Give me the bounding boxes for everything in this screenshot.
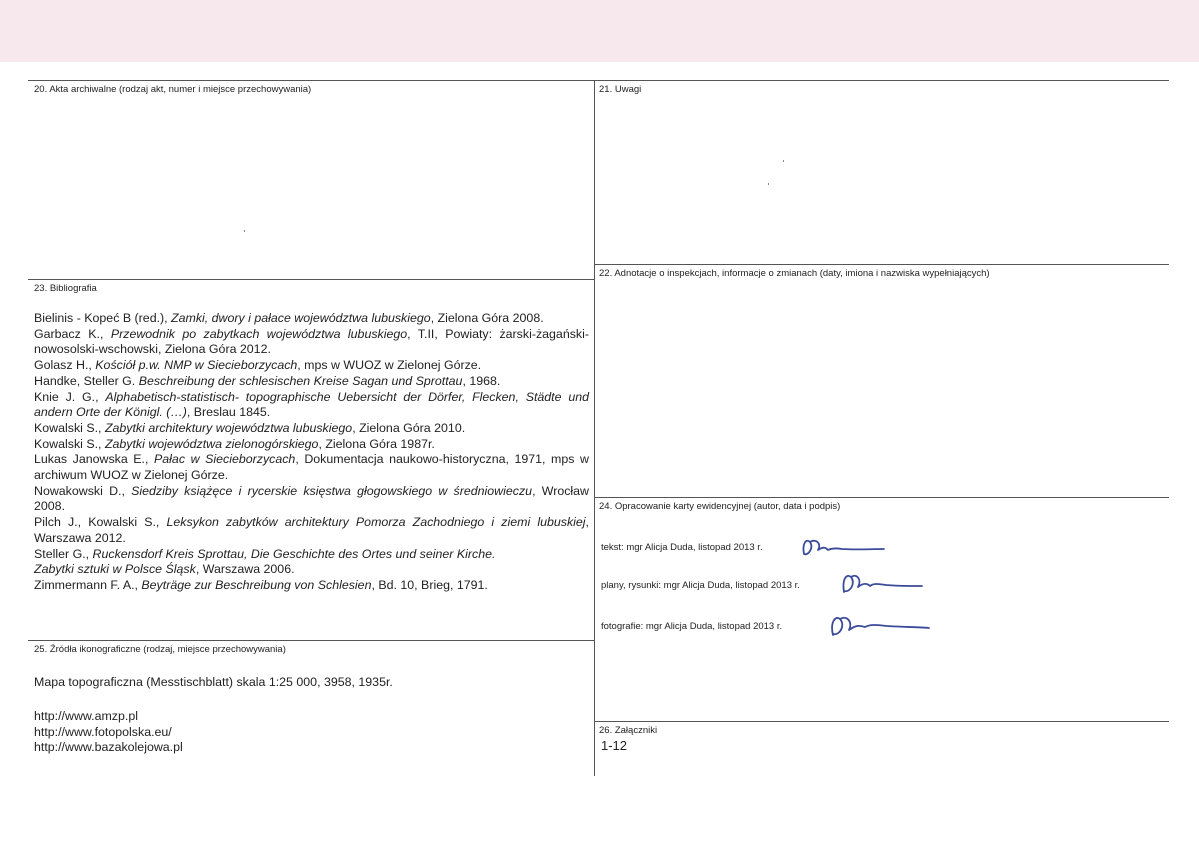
signature-plans [838,570,928,596]
section-22-title: 22. Adnotacje o inspekcjach, informacje o zmianach (daty, imiona i nazwiska wypełniających) [599,268,990,279]
bib-entry: Zabytki sztuki w Polsce Śląsk, Warszawa 2006. [34,562,295,577]
section-24-title: 24. Opracowanie karty ewidencyjnej (autor, data i podpis) [599,501,841,512]
section-25-title: 25. Źródła ikonograficzne (rodzaj, miejsce przechowywania) [34,644,286,655]
speck [768,183,769,185]
line-center [594,80,595,776]
bib-entry: Bielinis - Kopeć B (red.), Zamki, dwory i pałace województwa lubuskiego, Zielona Góra 2008. [34,311,544,325]
section-21-title: 21. Uwagi [599,84,642,95]
source-link[interactable]: http://www.amzp.pl [34,709,138,723]
bib-entry: Handke, Steller G. Beschreibung der schlesischen Kreise Sagan und Sprottau, 1968. [34,373,501,388]
line-s22 [594,264,1169,265]
bib-entry: Golasz H., Kościół p.w. NMP w Siecieborzycach, mps w WUOZ w Zielonej Górze. [34,358,482,373]
section-20-title: 20. Akta archiwalne (rodzaj akt, numer i miejsce przechowywania) [34,84,312,95]
bib-entry: Lukas Janowska E., Pałac w Siecieborzycach, Dokumentacja naukowo-historyczna, 1971, mps w archiwum WUOZ w Zielonej Górze. [34,452,589,483]
signature-text [798,534,888,560]
bib-entry: Knie J. G., Alphabetisch-statistisch- topographische Uebersicht der Dörfer, Flecken, Städte und andern Orte der Königl. (…), Breslau 1845. [34,389,589,420]
bib-entry: Zimmermann F. A., Beyträge zur Beschreibung von Schlesien, Bd. 10, Brieg, 1791. [34,577,488,592]
bib-entry: Kowalski S., Zabytki architektury województwa lubuskiego, Zielona Góra 2010. [34,420,466,435]
line-s23 [28,279,594,280]
section-26-title: 26. Załączniki [599,725,658,736]
line-s24 [594,497,1169,498]
section-23-title: 23. Bibliografia [34,283,97,294]
bib-entry: Steller G., Ruckensdorf Kreis Sprottau, Die Geschichte des Ortes und seiner Kirche. [34,546,496,561]
author-text-line: tekst: mgr Alicja Duda, listopad 2013 r. [601,542,763,553]
attachments-value: 1-12 [601,738,628,753]
iconographic-links [34,709,183,756]
source-link[interactable]: http://www.fotopolska.eu/ [34,724,172,739]
line-top [28,80,1169,81]
iconographic-map-source: Mapa topograficzna (Messtischblatt) skala 1:25 000, 3958, 1935r. [34,675,393,689]
bib-entry: Nowakowski D., Siedziby książęce i rycerskie księstwa głogowskiego w średniowieczu, Wrocław 2008. [34,483,589,514]
speck [244,230,245,232]
top-band [0,0,1199,62]
speck [783,160,784,162]
bib-entry: Kowalski S., Zabytki województwa zielonogórskiego, Zielona Góra 1987r. [34,436,435,451]
bib-entry: Garbacz K., Przewodnik po zabytkach województwa lubuskiego, T.II, Powiaty: żarski-żagański-nowosolski-wschowski, Zielona Góra 2012. [34,326,589,357]
author-photos-line: fotografie: mgr Alicja Duda, listopad 2013 r. [601,621,783,632]
line-s26 [594,721,1169,722]
source-link[interactable]: http://www.bazakolejowa.pl [34,740,183,755]
bibliography-list [34,311,589,594]
signature-photos [825,611,935,639]
bib-entry: Pilch J., Kowalski S., Leksykon zabytków architektury Pomorza Zachodniego i ziemi lubuskiej, Warszawa 2012. [34,515,589,545]
line-s25 [28,640,594,641]
author-plans-line: plany, rysunki: mgr Alicja Duda, listopad 2013 r. [601,580,800,591]
